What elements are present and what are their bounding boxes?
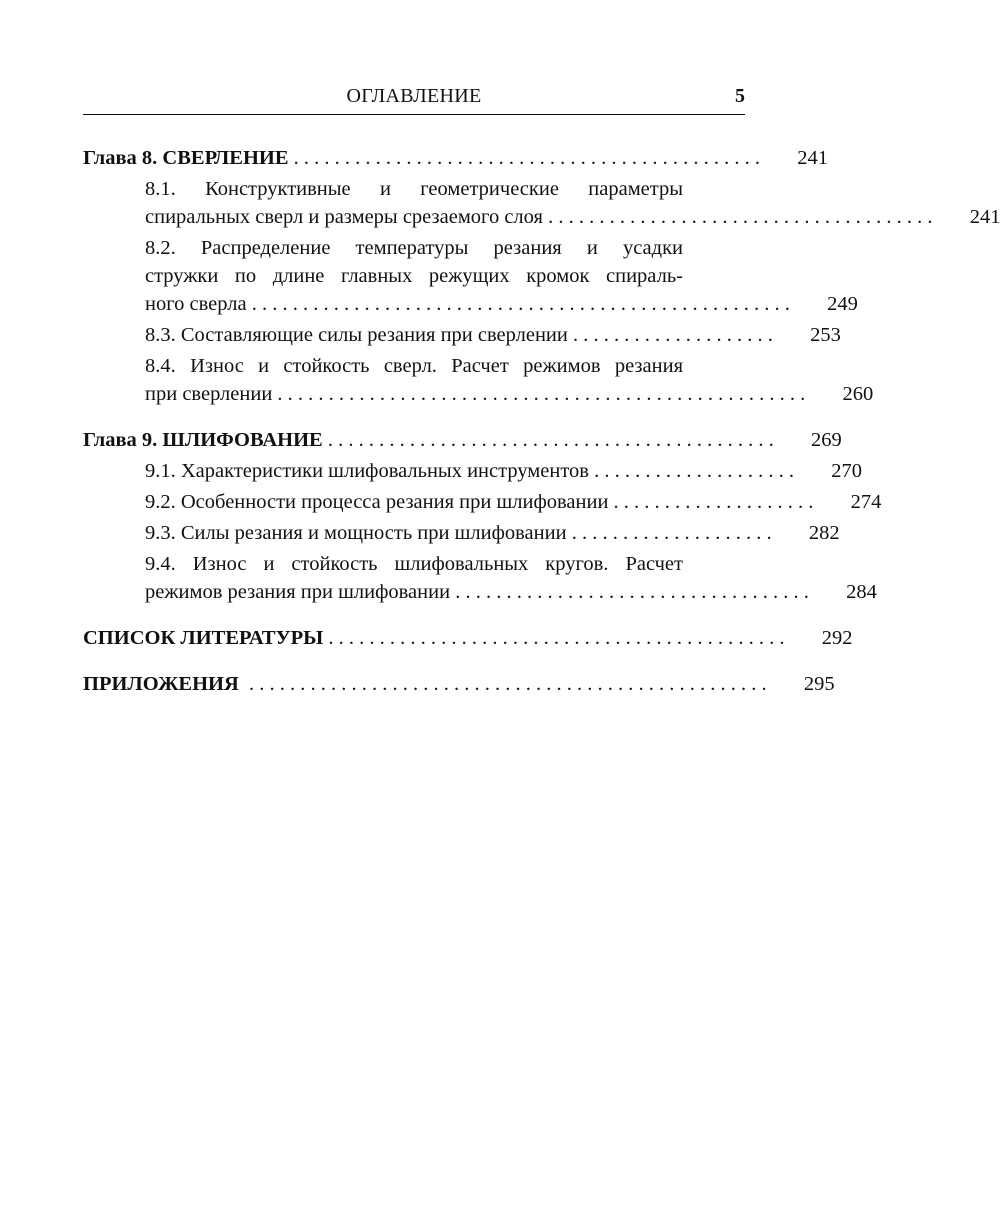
toc-page-number: 253: [810, 324, 841, 346]
header-rule: [83, 114, 745, 115]
toc-appendices[interactable]: [83, 670, 835, 698]
leader-dots: . . . . . . . . . . . . . . . . . . . . . . . . . . . . . . . . . . .: [450, 581, 809, 603]
toc-section-9-3[interactable]: [145, 519, 840, 547]
toc-entry-title: 9.3. Силы резания и мощность при шлифовании: [145, 522, 567, 544]
toc-section-9-1[interactable]: [145, 457, 862, 485]
toc-section-8-4[interactable]: [145, 352, 874, 408]
toc-page-number: 260: [842, 383, 874, 405]
running-header: [83, 84, 745, 111]
leader-dots: . . . . . . . . . . . . . . . . . . . .: [566, 522, 772, 544]
leader-dots: . . . . . . . . . . . . . . . . . . . . . . . . . . . . . . . . . . . . . . . . . . . . .: [323, 627, 785, 649]
toc-page-number: 249: [827, 293, 858, 315]
toc-entry-line: 9.4. Износ и стойкость шлифовальных кругов. Расчет: [145, 553, 683, 575]
toc-page-number: 270: [831, 460, 862, 482]
leader-dots: . . . . . . . . . . . . . . . . . . . .: [567, 324, 773, 346]
leader-dots: . . . . . . . . . . . . . . . . . . . . . . . . . . . . . . . . . . . . . . . . . . . . . .: [288, 147, 761, 169]
toc-chapter-9[interactable]: [83, 426, 842, 454]
toc-page-number: 292: [821, 627, 853, 649]
leader-dots: . . . . . . . . . . . . . . . . . . . . . . . . . . . . . . . . . . . . . . . . . . . .: [322, 429, 774, 451]
toc-page-number: 241: [797, 147, 829, 169]
toc-entry-line: при сверлении: [145, 383, 273, 405]
toc-entry-title: Глава 9. ШЛИФОВАНИЕ: [83, 429, 323, 451]
toc-entry-line: 8.1. Конструктивные и геометрические параметры: [145, 178, 683, 200]
toc-section-9-4[interactable]: [145, 550, 877, 606]
toc-chapter-8[interactable]: [83, 144, 829, 172]
toc-entry-title: 9.2. Особенности процесса резания при шлифовании: [145, 491, 609, 513]
toc-page-number: 274: [850, 491, 882, 513]
header-title: ОГЛАВЛЕНИЕ: [346, 85, 482, 107]
header-page-number: 5: [735, 85, 745, 107]
toc-page-number: 295: [803, 673, 835, 695]
leader-dots: . . . . . . . . . . . . . . . . . . . . . . . . . . . . . . . . . . . . . . . . . . . . . . . . . . . . .: [246, 293, 790, 315]
toc-page-number: 241: [969, 206, 1000, 228]
toc-entry-title: 8.3. Составляющие силы резания при сверлении: [145, 324, 568, 346]
toc-page-number: 269: [810, 429, 842, 451]
leader-dots: . . . . . . . . . . . . . . . . . . . . . . . . . . . . . . . . . . . . . . . . . . . . . . . . . . . .: [272, 383, 806, 405]
toc-entry-line: 8.4. Износ и стойкость сверл. Расчет режимов резания: [145, 355, 683, 377]
leader-dots: . . . . . . . . . . . . . . . . . . . .: [588, 460, 794, 482]
toc-section-8-3[interactable]: [145, 321, 841, 349]
toc-entry-line: ного сверла: [145, 293, 247, 315]
table-of-contents: [83, 144, 1000, 698]
toc-entry-title: 9.1. Характеристики шлифовальных инструментов: [145, 460, 589, 482]
toc-entry-line: спиральных сверл и размеры срезаемого слоя: [145, 206, 543, 228]
toc-entry-title: СПИСОК ЛИТЕРАТУРЫ: [83, 627, 324, 649]
toc-section-9-2[interactable]: [145, 488, 882, 516]
toc-entry-title: Глава 8. СВЕРЛЕНИЕ: [83, 147, 289, 169]
toc-section-8-1[interactable]: [145, 175, 1000, 231]
toc-entry-line: стружки по длине главных режущих кромок спираль-: [145, 265, 683, 287]
toc-page-number: 284: [846, 581, 877, 603]
toc-references[interactable]: [83, 624, 853, 652]
toc-section-8-2[interactable]: [145, 234, 858, 318]
leader-dots: . . . . . . . . . . . . . . . . . . . .: [608, 491, 814, 513]
toc-page-number: 282: [808, 522, 840, 544]
leader-dots: . . . . . . . . . . . . . . . . . . . . . . . . . . . . . . . . . . . . . .: [542, 206, 933, 228]
leader-dots: . . . . . . . . . . . . . . . . . . . . . . . . . . . . . . . . . . . . . . . . . . . . . . . . . . .: [238, 673, 767, 695]
toc-entry-title: ПРИЛОЖЕНИЯ: [83, 673, 239, 695]
toc-entry-line: режимов резания при шлифовании: [145, 581, 451, 603]
toc-entry-line: 8.2. Распределение температуры резания и усадки: [145, 237, 683, 259]
